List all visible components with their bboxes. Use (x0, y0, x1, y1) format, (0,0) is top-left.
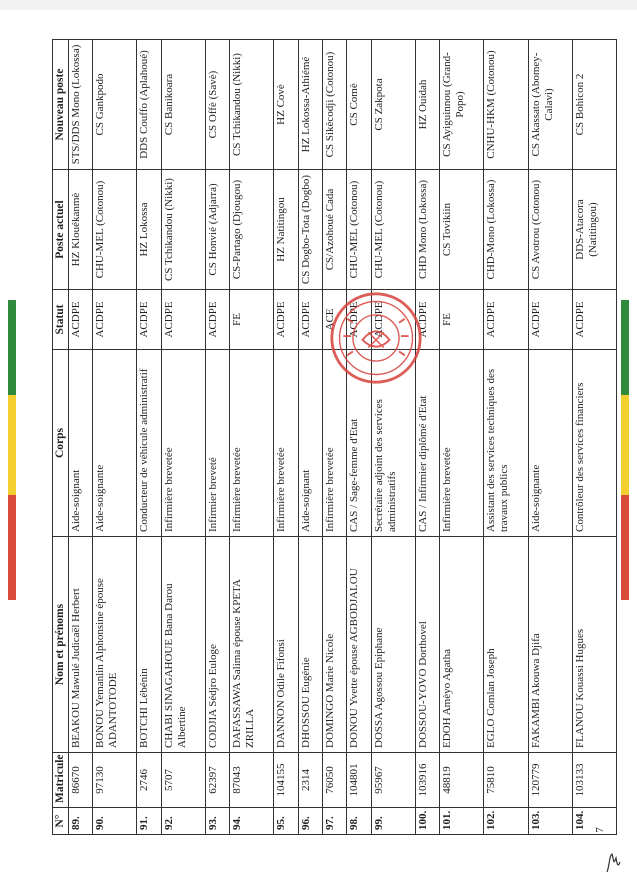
table-row (274, 40, 298, 835)
flag-stripe-green-left (8, 300, 16, 395)
row-poste-actuel: CS/Azohoué Cada (323, 170, 347, 290)
row-matricule: 48819 (440, 753, 484, 808)
row-nouveau-poste: CS Tchikandou (Nikki) (230, 40, 274, 170)
page-top-shade (0, 0, 637, 10)
row-name: DOSSA Agossou Epiphane (371, 537, 415, 753)
row-poste-actuel: CHU-MEL (Cotonou) (93, 170, 137, 290)
table-row (415, 40, 439, 835)
table-row (371, 40, 415, 835)
row-number: 89. (69, 808, 93, 835)
row-matricule: 97130 (93, 753, 137, 808)
row-corps: Conducteur de véhicule administratif (137, 350, 161, 537)
rotated-table-wrapper (52, 40, 617, 835)
row-corps: Infirmier breveté (205, 350, 229, 537)
row-matricule: 2746 (137, 753, 161, 808)
row-nouveau-poste: CS Banikoara (161, 40, 205, 170)
table-row (205, 40, 229, 835)
row-matricule: 104155 (274, 753, 298, 808)
flag-stripe-green-right (621, 300, 629, 395)
row-number: 91. (137, 808, 161, 835)
row-number: 95. (274, 808, 298, 835)
row-poste-actuel: CS Honvié (Adjarra) (205, 170, 229, 290)
row-matricule: 76050 (323, 753, 347, 808)
header-corps: Corps (53, 350, 69, 537)
row-name: EGLO Comlan Joseph (484, 537, 528, 753)
row-corps: Contrôleur des services financiers (572, 350, 616, 537)
table-body (69, 40, 617, 835)
table-row (484, 40, 528, 835)
initials-signature-icon (604, 850, 622, 874)
row-nouveau-poste: CNHU-HKM (Cotonou) (484, 40, 528, 170)
flag-stripe-yellow-left (8, 395, 16, 495)
table-row (572, 40, 616, 835)
row-statut: ACDPE (69, 290, 93, 350)
row-nouveau-poste: HZ Lokossa-Athiémé (298, 40, 322, 170)
table-row (323, 40, 347, 835)
personnel-table (52, 39, 617, 835)
row-poste-actuel: CS Avotrou (Cotonou) (528, 170, 572, 290)
row-corps: Infirmière brevetée (323, 350, 347, 537)
row-poste-actuel: CS Tovikiin (440, 170, 484, 290)
row-nouveau-poste: STS/DDS Mono (Lokossa) (69, 40, 93, 170)
row-matricule: 86670 (69, 753, 93, 808)
header-nouveau-poste: Nouveau poste (53, 40, 69, 170)
row-corps: Infirmière brevetée (274, 350, 298, 537)
header-num: N° (53, 808, 69, 835)
row-name: CODJIA Sédjro Euloge (205, 537, 229, 753)
row-corps: CAS / Infirmier diplômé d'Etat (415, 350, 439, 537)
row-number: 103. (528, 808, 572, 835)
row-matricule: 2314 (298, 753, 322, 808)
row-poste-actuel: HZ Lokossa (137, 170, 161, 290)
row-name: DHOSSOU Eugénie (298, 537, 322, 753)
row-number: 98. (347, 808, 371, 835)
row-poste-actuel: CHU-MEL (Cotonou) (371, 170, 415, 290)
table-row (347, 40, 371, 835)
row-statut: ACDPE (137, 290, 161, 350)
row-statut: ACDPE (415, 290, 439, 350)
official-stamp-icon (328, 290, 424, 386)
row-statut: ACE (323, 290, 347, 350)
row-name: BEAKOU Mawulé Judicaël Herbert (69, 537, 93, 753)
page-number: 7 (593, 827, 606, 833)
row-name: DOMINGO Marie Nicole (323, 537, 347, 753)
row-matricule: 103133 (572, 753, 616, 808)
row-name: BONOU Yemanlin Alphonsine épouse ADANTOTODE (93, 537, 137, 753)
row-corps: Infirmière brevetée (161, 350, 205, 537)
row-number: 94. (230, 808, 274, 835)
header-matricule: Matricule (53, 753, 69, 808)
row-number: 102. (484, 808, 528, 835)
row-statut: ACDPE (274, 290, 298, 350)
row-name: DONOU Yvette épouse AGBODJALOU (347, 537, 371, 753)
row-statut: ACDPE (347, 290, 371, 350)
row-poste-actuel: CHD-Mono (Lokossa) (484, 170, 528, 290)
header-poste-actuel: Poste actuel (53, 170, 69, 290)
row-name: EDOH Amèyo Agatha (440, 537, 484, 753)
table-row (298, 40, 322, 835)
row-corps: Infirmière brevetée (230, 350, 274, 537)
row-poste-actuel: CS-Partago (Djougou) (230, 170, 274, 290)
row-nouveau-poste: HZ Covè (274, 40, 298, 170)
row-number: 99. (371, 808, 415, 835)
row-nouveau-poste: CS Comè (347, 40, 371, 170)
row-corps: CAS / Sage-femme d'Etat (347, 350, 371, 537)
table-row (230, 40, 274, 835)
row-name: CHABI SINAGAHOUE Bana Darou Albertine (161, 537, 205, 753)
row-matricule: 103916 (415, 753, 439, 808)
row-statut: ACDPE (298, 290, 322, 350)
row-matricule: 95967 (371, 753, 415, 808)
row-poste-actuel: CHU-MEL (Cotonou) (347, 170, 371, 290)
row-matricule: 87043 (230, 753, 274, 808)
table-row (161, 40, 205, 835)
row-statut: ACDPE (484, 290, 528, 350)
row-number: 100. (415, 808, 439, 835)
row-name: DOSSOU-YOVO Dorthovel (415, 537, 439, 753)
row-number: 93. (205, 808, 229, 835)
row-nouveau-poste: CS Sikècodji (Cotonou) (323, 40, 347, 170)
table-row (440, 40, 484, 835)
row-number: 101. (440, 808, 484, 835)
row-nouveau-poste: HZ Ouidah (415, 40, 439, 170)
row-statut: ACDPE (205, 290, 229, 350)
row-corps: Secrétaire adjoint des services administratifs (371, 350, 415, 537)
row-statut: FE (440, 290, 484, 350)
row-nouveau-poste: CS Akassato (Abomey-Calavi) (528, 40, 572, 170)
row-matricule: 75810 (484, 753, 528, 808)
row-corps: Aide-soignante (528, 350, 572, 537)
row-number: 92. (161, 808, 205, 835)
row-corps: Aide-soignante (93, 350, 137, 537)
row-statut: ACDPE (161, 290, 205, 350)
row-corps: Aide-soignant (69, 350, 93, 537)
table-row (93, 40, 137, 835)
row-name: DANNON Odile Fifonsi (274, 537, 298, 753)
row-statut: ACDPE (528, 290, 572, 350)
row-matricule: 104801 (347, 753, 371, 808)
table-row (528, 40, 572, 835)
header-nom: Nom et prénoms (53, 537, 69, 753)
row-statut: ACDPE (572, 290, 616, 350)
row-statut: FE (230, 290, 274, 350)
row-nouveau-poste: CS Ayiguinnou (Grand-Popo) (440, 40, 484, 170)
row-poste-actuel: CHD Mono (Lokossa) (415, 170, 439, 290)
row-nouveau-poste: CS Gankpodo (93, 40, 137, 170)
row-poste-actuel: HZ Natitingou (274, 170, 298, 290)
row-poste-actuel: HZ Klouékanmè (69, 170, 93, 290)
row-nouveau-poste: DDS Couffo (Aplahoué) (137, 40, 161, 170)
header-statut: Statut (53, 290, 69, 350)
row-nouveau-poste: CS Bohicon 2 (572, 40, 616, 170)
row-poste-actuel: DDS-Atacora (Natitingou) (572, 170, 616, 290)
row-number: 104. (572, 808, 616, 835)
row-name: DAFASSAWA Salima épouse KPETA ZRILLA (230, 537, 274, 753)
table-row (69, 40, 93, 835)
row-corps: Infirmière brevetée (440, 350, 484, 537)
row-matricule: 120779 (528, 753, 572, 808)
table-header-row (53, 40, 69, 835)
row-name: BOTCHI Lébénin (137, 537, 161, 753)
row-number: 90. (93, 808, 137, 835)
row-name: FAKAMBI Akouwa Djifa (528, 537, 572, 753)
row-matricule: 62397 (205, 753, 229, 808)
row-poste-actuel: CS Tchikandou (Nikki) (161, 170, 205, 290)
flag-stripe-red-left (8, 495, 16, 600)
row-number: 96. (298, 808, 322, 835)
row-nouveau-poste: CS Zakpota (371, 40, 415, 170)
flag-stripe-red-right (621, 495, 629, 600)
row-statut: ACDPE (93, 290, 137, 350)
row-name: FLANOU Kouassi Hugues (572, 537, 616, 753)
row-corps: Aide-soignant (298, 350, 322, 537)
row-statut: ACDPE (371, 290, 415, 350)
row-poste-actuel: CS Dogbo-Tota (Dogbo) (298, 170, 322, 290)
row-corps: Assistant des services techniques des travaux publics (484, 350, 528, 537)
table-row (137, 40, 161, 835)
row-number: 97. (323, 808, 347, 835)
row-nouveau-poste: CS Offè (Savè) (205, 40, 229, 170)
flag-stripe-yellow-right (621, 395, 629, 495)
row-matricule: 5707 (161, 753, 205, 808)
